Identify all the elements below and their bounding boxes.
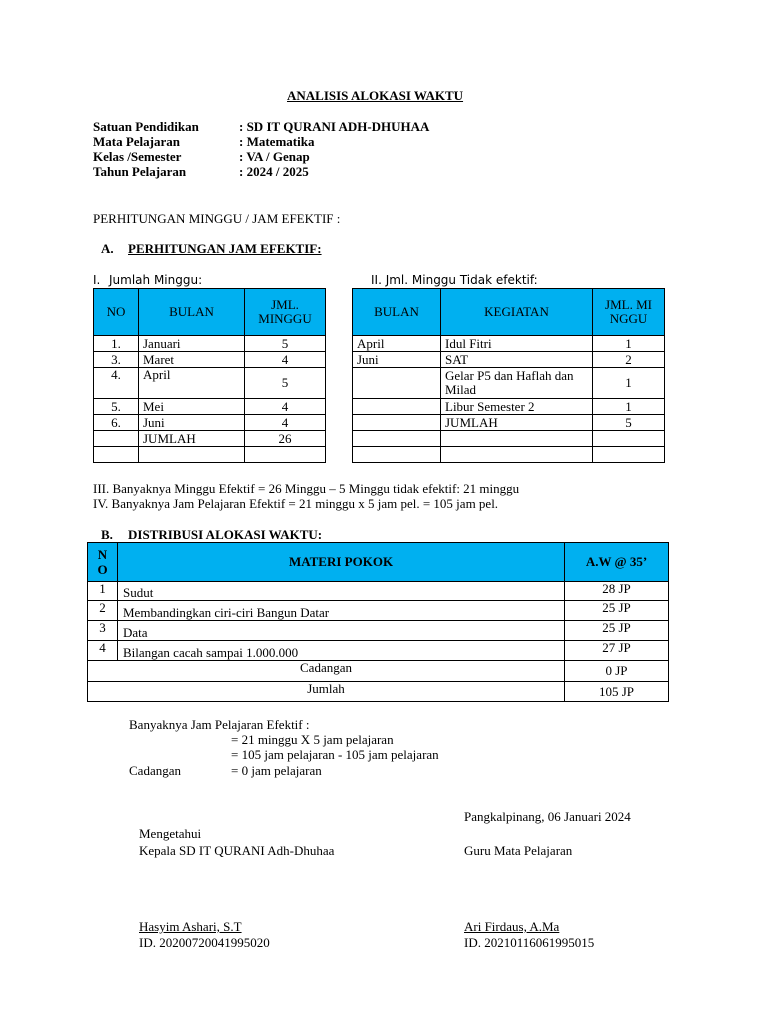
header-cell: BULAN [139, 289, 245, 336]
table-cell: 27 JP [565, 641, 669, 661]
table-cell: Data [118, 621, 565, 641]
table-cell [441, 447, 593, 463]
table-cell: Maret [139, 352, 245, 368]
non-effective-weeks-table [352, 288, 665, 463]
table-cell: Juni [139, 415, 245, 431]
header-cell: JML. MINGGU [593, 289, 665, 336]
table-total-row [88, 682, 669, 702]
table-cell [94, 431, 139, 447]
section-a-number: A. [101, 241, 114, 256]
table-row [353, 447, 665, 463]
section-a-title: PERHITUNGAN JAM EFEKTIF: [128, 241, 322, 256]
table-cell: 4 [245, 415, 326, 431]
table-cell: Juni [353, 352, 441, 368]
table-cell [353, 431, 441, 447]
table-row [353, 399, 665, 415]
info-value-kelas: : VA / Genap [239, 149, 310, 164]
table-cell: Gelar P5 dan Haflah dan Milad [441, 368, 593, 399]
jumlah-label-cell: Jumlah [88, 682, 565, 702]
table-header-row [88, 543, 669, 582]
table-cell: 1 [593, 336, 665, 352]
table-cell: 4 [88, 641, 118, 661]
table1-caption-number: I. [93, 273, 101, 287]
table-cell [353, 447, 441, 463]
cadangan-label-cell: Cadangan [88, 661, 565, 682]
table-cell: 3 [88, 621, 118, 641]
table-cell: 6. [94, 415, 139, 431]
info-label-kelas: Kelas /Semester [93, 149, 182, 164]
table-row [94, 447, 326, 463]
signature-right-id: ID. 20210116061995015 [464, 935, 595, 950]
jumlah-value-cell: 105 JP [565, 682, 669, 702]
info-value-tahun: : 2024 / 2025 [239, 164, 309, 179]
table-cell: 2 [593, 352, 665, 368]
table-row [94, 415, 326, 431]
distribution-table [87, 542, 669, 702]
table-cell: Libur Semester 2 [441, 399, 593, 415]
place-date: Pangkalpinang, 06 Januari 2024 [464, 809, 631, 824]
table-cell: 1 [593, 399, 665, 415]
table-cadangan-row [88, 661, 669, 682]
table-cell: JUMLAH [441, 415, 593, 431]
info-label-satuan: Satuan Pendidikan [93, 119, 199, 134]
table-total-row [353, 415, 665, 431]
table-cell: 4 [245, 352, 326, 368]
table-cell: 3. [94, 352, 139, 368]
table-row [353, 431, 665, 447]
table-row [88, 601, 669, 621]
table-cell [353, 368, 441, 399]
table-cell: 4 [245, 399, 326, 415]
table-cell: 2 [88, 601, 118, 621]
weeks-table [93, 288, 326, 463]
table-row [353, 368, 665, 399]
section-b-title: DISTRIBUSI ALOKASI WAKTU: [128, 527, 323, 542]
table-total-row [94, 431, 326, 447]
table-cell: 28 JP [565, 582, 669, 601]
info-value-mapel: : Matematika [239, 134, 315, 149]
table-cell: 5 [593, 415, 665, 431]
header-cell: KEGIATAN [441, 289, 593, 336]
header-cell: MATERI POKOK [118, 543, 565, 582]
table-cell: April [139, 368, 245, 399]
table-cell: Membandingkan ciri-ciri Bangun Datar [118, 601, 565, 621]
summary-effective-hours: IV. Banyaknya Jam Pelajaran Efektif = 21 minggu x 5 jam pel. = 105 jam pel. [93, 496, 499, 511]
table-cell: 1. [94, 336, 139, 352]
header-cell: A.W @ 35’ [565, 543, 669, 582]
table-cell [139, 447, 245, 463]
info-value-satuan: : SD IT QURANI ADH-DHUHAA [239, 119, 430, 134]
table-cell: 4. [94, 368, 139, 399]
table-row [94, 368, 326, 399]
signature-left-line-1: Mengetahui [139, 826, 202, 841]
table-row [353, 352, 665, 368]
section-b-number: B. [101, 527, 113, 542]
info-label-tahun: Tahun Pelajaran [93, 164, 187, 179]
calc-cadangan-value: = 0 jam pelajaran [231, 763, 322, 778]
signature-left-line-2: Kepala SD IT QURANI Adh-Dhuhaa [139, 843, 335, 858]
calc-line-1: Banyaknya Jam Pelajaran Efektif : [129, 717, 310, 732]
table-cell: JUMLAH [139, 431, 245, 447]
table-cell: 25 JP [565, 601, 669, 621]
table-row [88, 582, 669, 601]
cadangan-value-cell: 0 JP [565, 661, 669, 682]
table-cell [353, 415, 441, 431]
table-row [88, 621, 669, 641]
header-cell: BULAN [353, 289, 441, 336]
table-cell [353, 399, 441, 415]
signature-left-id: ID. 20200720041995020 [139, 935, 270, 950]
table-cell: 1 [88, 582, 118, 601]
table-row [353, 336, 665, 352]
table-row [94, 399, 326, 415]
header-cell: NO [94, 289, 139, 336]
table-cell: Sudut [118, 582, 565, 601]
table-cell: Mei [139, 399, 245, 415]
table-cell [94, 447, 139, 463]
calc-line-3: = 105 jam pelajaran - 105 jam pelajaran [231, 747, 439, 762]
table1-caption: Jumlah Minggu: [109, 273, 203, 287]
table-cell: 26 [245, 431, 326, 447]
signature-left-name: Hasyim Ashari, S.T [139, 919, 242, 934]
table-row [94, 352, 326, 368]
calc-line-2: = 21 minggu X 5 jam pelajaran [231, 732, 394, 747]
table-header-row [353, 289, 665, 336]
table-cell [245, 447, 326, 463]
header-cell: JML. MINGGU [245, 289, 326, 336]
table-cell: Bilangan cacah sampai 1.000.000 [118, 641, 565, 661]
summary-effective-weeks: III. Banyaknya Minggu Efektif = 26 Minggu – 5 Minggu tidak efektif: 21 minggu [93, 481, 520, 496]
table2-caption: II. Jml. Minggu Tidak efektif: [371, 273, 538, 287]
table-cell [441, 431, 593, 447]
table-cell: 5 [245, 368, 326, 399]
table-row [88, 641, 669, 661]
header-cell: NO [88, 543, 118, 582]
signature-right-line-1: Guru Mata Pelajaran [464, 843, 573, 858]
table-cell [593, 431, 665, 447]
table-row [94, 336, 326, 352]
table-cell: 25 JP [565, 621, 669, 641]
signature-right-name: Ari Firdaus, A.Ma [464, 919, 560, 934]
table-cell: 1 [593, 368, 665, 399]
table-cell: April [353, 336, 441, 352]
table-header-row [94, 289, 326, 336]
table-cell: SAT [441, 352, 593, 368]
table-cell: Idul Fitri [441, 336, 593, 352]
table-cell [593, 447, 665, 463]
table-cell: Januari [139, 336, 245, 352]
table-cell: 5 [245, 336, 326, 352]
perhitungan-heading: PERHITUNGAN MINGGU / JAM EFEKTIF : [93, 211, 341, 226]
calc-cadangan-label: Cadangan [129, 763, 181, 778]
table-cell: 5. [94, 399, 139, 415]
document-title: ANALISIS ALOKASI WAKTU [287, 88, 464, 103]
info-label-mapel: Mata Pelajaran [93, 134, 181, 149]
